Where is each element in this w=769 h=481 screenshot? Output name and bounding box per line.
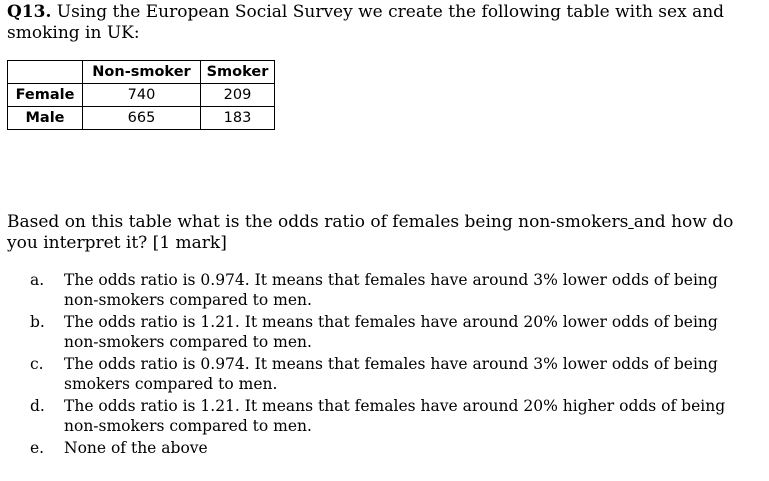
table-header-row: [8, 61, 275, 84]
row-header: Female: [8, 84, 83, 107]
option-text: The odds ratio is 0.974. It means that females have around 3% lower odds of being smokers compared to men.: [64, 355, 718, 393]
table-cell: 209: [201, 84, 275, 107]
contingency-table: [7, 60, 275, 130]
option-text: The odds ratio is 1.21. It means that females have around 20% higher odds of being non-smokers compared to men.: [64, 397, 726, 435]
option-b[interactable]: [30, 312, 750, 352]
table-cell: 183: [201, 107, 275, 130]
option-letter: e.: [30, 439, 45, 457]
option-e[interactable]: [30, 438, 750, 458]
option-c[interactable]: [30, 354, 750, 394]
column-header: Non-smoker: [83, 61, 201, 84]
option-d[interactable]: [30, 396, 750, 436]
row-header: Male: [8, 107, 83, 130]
answer-options: [30, 270, 750, 460]
question-number: Q13.: [7, 2, 52, 22]
prompt-text-continued: and how do you interpret it? [1 mark]: [7, 212, 734, 253]
option-letter: d.: [30, 397, 45, 415]
column-header: Smoker: [201, 61, 275, 84]
table-row: [8, 107, 275, 130]
question-prompt: [7, 212, 757, 254]
table-cell: 740: [83, 84, 201, 107]
table-corner-cell: [8, 61, 83, 84]
option-letter: c.: [30, 355, 44, 373]
option-text: The odds ratio is 0.974. It means that females have around 3% lower odds of being non-smokers compared to men.: [64, 271, 718, 309]
option-text: The odds ratio is 1.21. It means that females have around 20% lower odds of being non-smokers compared to men.: [64, 313, 718, 351]
question-heading: [7, 2, 757, 44]
option-text: None of the above: [64, 439, 208, 457]
table-cell: 665: [83, 107, 201, 130]
table-row: [8, 84, 275, 107]
option-a[interactable]: [30, 270, 750, 310]
option-letter: b.: [30, 313, 45, 331]
question-text: Using the European Social Survey we create the following table with sex and smoking in UK:: [7, 2, 725, 43]
prompt-text: Based on this table what is the odds ratio of females being non-smokers: [7, 212, 629, 232]
option-letter: a.: [30, 271, 45, 289]
